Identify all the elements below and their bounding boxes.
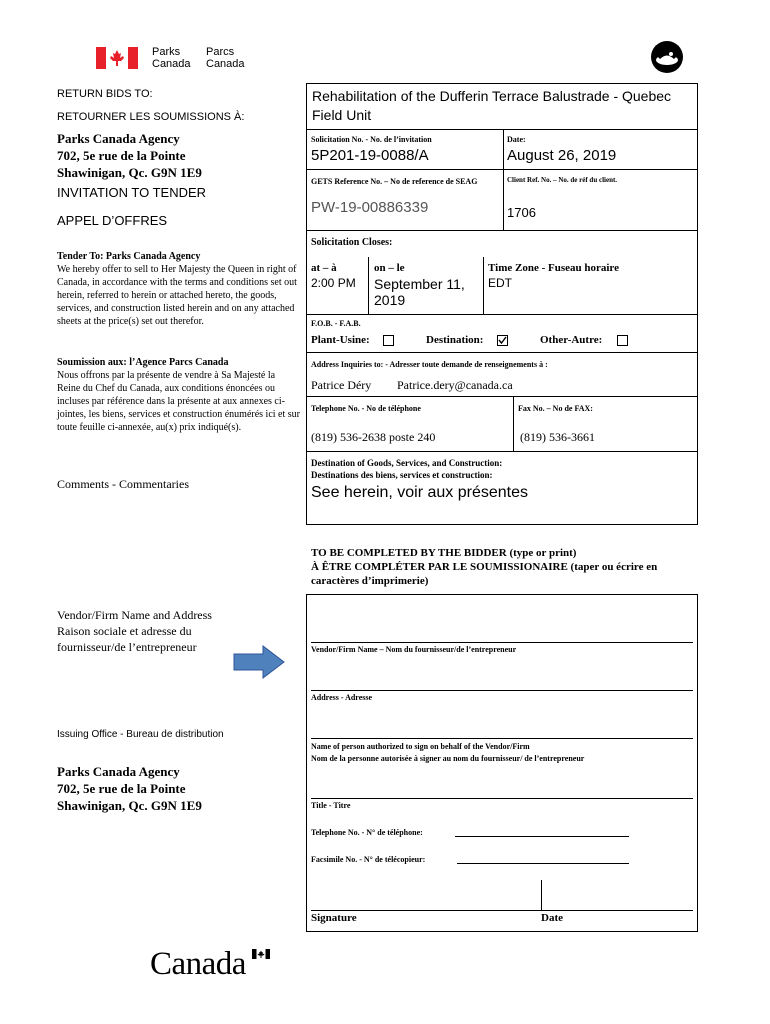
contact-email: Patrice.dery@canada.ca [397,378,513,392]
dest-goods-value: See herein, voir aux présentes [311,484,529,501]
vendor-label-2: Raison sociale et adresse du [57,624,192,638]
dest-goods-label-1: Destination of Goods, Services, and Construction: [311,458,503,468]
project-title: Rehabilitation of the Dufferin Terrace Balustrade - Quebec Field Unit [312,88,672,123]
address-line[interactable] [311,690,693,691]
fax-number: (819) 536-3661 [520,430,595,444]
agency-city: Shawinigan, Qc. G9N 1E9 [57,165,202,180]
title-line[interactable] [311,798,693,799]
soumission-text: Nous offrons par la présente de vendre à Sa Majesté la Reine du Chef du Canada, aux conditions énoncées ou incluses par référence dans la présente at aux annexes ci-jointes, les biens, services et construction énumérés ici et sur toute feuille ci-annexée, au(x) prix indiqué(s). [57,370,300,433]
soumission-title: Soumission aux: l’Agence Parcs Canada [57,357,229,368]
telephone-label: Telephone No. - No de téléphone [311,404,421,413]
dest-goods-label-2: Destinations des biens, services et construction: [311,470,493,480]
bidder-telephone-label: Telephone No. - N° de téléphone: [311,828,423,837]
plant-usine-label: Plant-Usine: [311,334,370,346]
agency-street: 702, 5e rue de la Pointe [57,148,186,163]
issuing-office-label: Issuing Office - Bureau de distribution [57,729,224,740]
client-ref-number: 1706 [507,205,536,220]
time-zone-label: Time Zone - Fuseau horaire [488,262,619,274]
tender-to-text: We hereby offer to sell to Her Majesty the Queen in right of Canada, in accordance with the terms and conditions set out herein, referred to herein or attached hereto, the goods, services, and construction listed herein and on any attached sheets at the price(s) set out therefor. [57,264,297,327]
logo-parks-en-2: Canada [152,58,191,70]
beaver-emblem-icon [650,40,684,74]
vendor-label-1: Vendor/Firm Name and Address [57,608,212,622]
bidder-telephone-line[interactable] [455,836,629,837]
authorized-person-line[interactable] [311,738,693,739]
destination-checkbox[interactable] [497,335,508,346]
signature-label: Signature [311,912,357,924]
title-label: Title - Titre [311,801,351,810]
wordmark-flag-icon [252,949,270,959]
agency-name: Parks Canada Agency [57,131,180,146]
on-label: on – le [374,262,405,274]
contact-name: Patrice Déry [311,378,372,392]
logo-parks-fr-2: Canada [206,58,245,70]
bidder-date-label: Date [541,912,563,924]
invitation-heading: INVITATION TO TENDER [57,185,207,200]
gets-number: PW-19-00886339 [311,199,429,216]
solicitation-label: Solicitation No. - No. de l’invitation [311,135,432,144]
time-zone-value: EDT [488,276,512,290]
closes-label: Solicitation Closes: [311,237,393,248]
logo-parks-fr-1: Parcs [206,46,235,58]
plant-usine-checkbox[interactable] [383,335,394,346]
canada-flag-icon [96,47,138,69]
telephone-number: (819) 536-2638 poste 240 [311,430,436,444]
issuing-name: Parks Canada Agency [57,764,180,779]
retourner-label: RETOURNER LES SOUMISSIONS À: [57,111,245,123]
other-autre-checkbox[interactable] [617,335,628,346]
vendor-name-label: Vendor/Firm Name – Nom du fournisseur/de l’entrepreneur [311,645,517,654]
parks-canada-logo [96,46,256,72]
arrow-right-icon [233,645,285,679]
closing-date: September 11, 2019 [374,276,465,308]
closing-time: 2:00 PM [311,276,356,290]
fob-label: F.O.B. - F.A.B. [311,319,361,328]
fax-label: Fax No. – No de FAX: [518,404,593,413]
authorized-label-1: Name of person authorized to sign on behalf of the Vendor/Firm [311,742,530,751]
issuing-city: Shawinigan, Qc. G9N 1E9 [57,798,202,813]
logo-parks-en-1: Parks [152,46,181,58]
authorized-label-2: Nom de la personne autorisée à signer au nom du fournisseur/ de l’entrepreneur [311,754,585,763]
destination-label: Destination: [426,334,484,346]
solicitation-number: 5P201-19-0088/A [311,147,429,164]
vendor-label-3: fournisseur/de l’entrepreneur [57,640,197,654]
checkmark-icon [498,336,507,345]
other-autre-label: Other-Autre: [540,334,603,346]
inquiries-label: Address Inquiries to: - Adresser toute demande de renseignements à : [311,360,548,369]
date-label: Date: [507,135,526,144]
bidder-heading-1: TO BE COMPLETED BY THE BIDDER (type or print) [311,547,577,559]
vendor-name-line[interactable] [311,642,693,643]
bidder-fax-label: Facsimile No. - N° de télécopieur: [311,855,426,864]
bidder-fax-line[interactable] [457,863,629,864]
return-bids-label: RETURN BIDS TO: [57,88,153,100]
address-label: Address - Adresse [311,693,373,702]
canada-wordmark [150,945,280,985]
appel-heading: APPEL D’OFFRES [57,213,168,228]
at-label: at – à [311,262,337,274]
issuing-street: 702, 5e rue de la Pointe [57,781,186,796]
canada-wordmark-text: Canada [150,946,246,982]
comments-label: Comments - Commentaries [57,477,189,491]
gets-label: GETS Reference No. – No de reference de SEAG [311,177,478,186]
client-ref-label: Client Ref. No. – No. de réf du client. [507,176,618,184]
bidder-heading-2: À ÊTRE COMPLÉTER PAR LE SOUMISSIONAIRE (taper ou écrire en caractères d’imprimerie) [311,561,658,587]
signature-date-line[interactable] [311,910,693,911]
tender-to-title: Tender To: Parks Canada Agency [57,251,201,262]
issue-date: August 26, 2019 [507,147,617,164]
